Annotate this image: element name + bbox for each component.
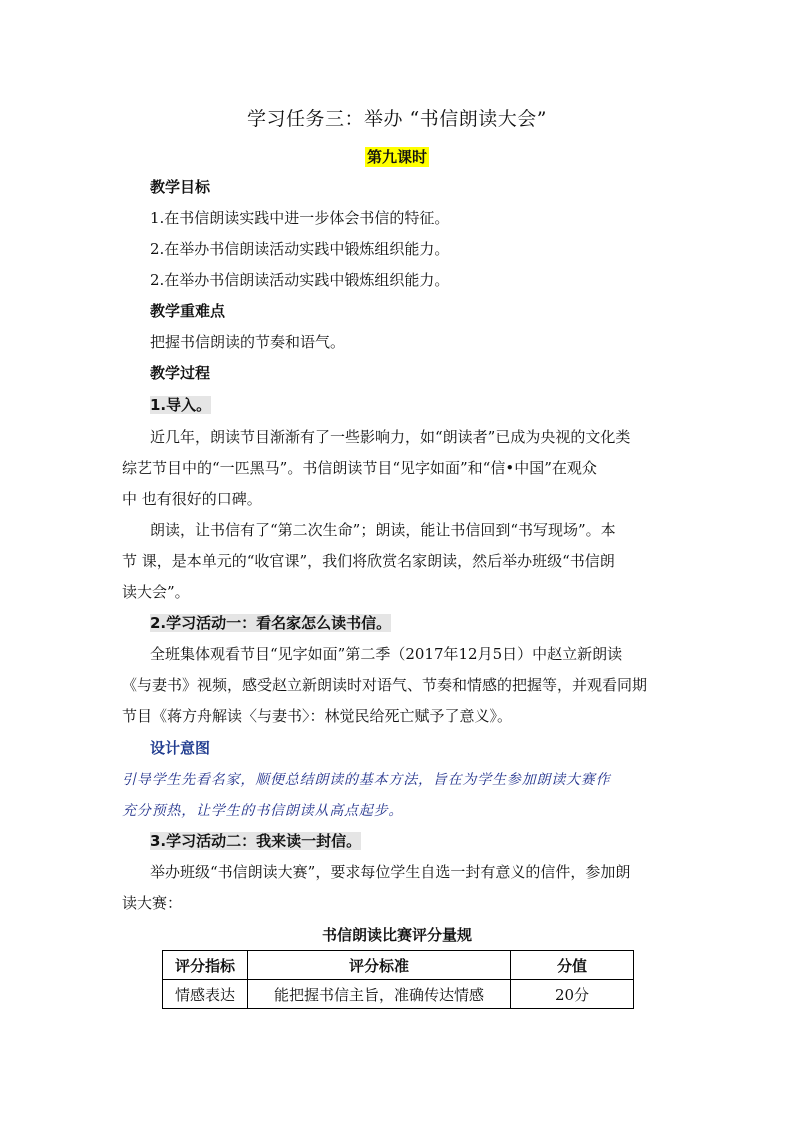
objective-item-3: 2.在举办书信朗读活动实践中锻炼组织能力。	[150, 271, 450, 289]
step3-line1: 举办班级“书信朗读大赛”，要求每位学生自选一封有意义的信件，参加朗	[150, 863, 631, 881]
design-intent-heading: 设计意图	[150, 739, 211, 757]
table-title: 书信朗读比赛评分量规	[321, 926, 472, 944]
step1-p1-line2: 综艺节目中的“一匹黑马”。书信朗读节目“见字如面”和“信•中国”在观众	[122, 459, 597, 477]
step1-p2-line3: 读大会”。	[122, 583, 190, 601]
table-header-cell: 分值	[511, 951, 634, 980]
table-cell: 20分	[511, 980, 634, 1009]
step2-line1: 全班集体观看节目“见字如面”第二季（2017年12月5日）中赵立新朗读	[150, 645, 623, 663]
step2-line2: 《与妻书》视频，感受赵立新朗读时对语气、节奏和情感的把握等，并观看同期	[122, 676, 648, 694]
design-intent-line1: 引导学生先看名家，顺便总结朗读的基本方法，旨在为学生参加朗读大赛作	[122, 772, 611, 788]
table-cell: 情感表达	[163, 980, 248, 1009]
step1-p1-line3: 中 也有很好的口碑。	[122, 490, 262, 508]
table-header-row	[163, 951, 634, 980]
objective-item-2: 2.在举办书信朗读活动实践中锻炼组织能力。	[150, 240, 450, 258]
process-heading: 教学过程	[150, 364, 211, 382]
document-title: 学习任务三：举办 “书信朗读大会”	[247, 108, 547, 130]
step1-p1-line1: 近几年，朗读节目渐渐有了一些影响力，如“朗读者”已成为央视的文化类	[150, 428, 631, 446]
objectives-heading: 教学目标	[150, 178, 211, 196]
step1-heading: 1.导入。	[150, 396, 212, 414]
objective-item-1: 1.在书信朗读实践中进一步体会书信的特征。	[150, 209, 450, 227]
key-points-text: 把握书信朗读的节奏和语气。	[150, 333, 346, 351]
scoring-rubric-table	[162, 950, 634, 1009]
lesson-highlight: 第九课时	[366, 148, 427, 166]
step3-line2: 读大赛：	[122, 894, 183, 912]
table-row	[163, 980, 634, 1009]
step1-heading-wrap	[150, 394, 690, 415]
step2-line3: 节目《蒋方舟解读〈与妻书〉：林觉民给死亡赋予了意义》。	[122, 707, 513, 725]
design-intent-line2: 充分预热，让学生的书信朗读从高点起步。	[122, 803, 404, 819]
step3-heading-wrap	[150, 830, 690, 851]
lesson-label	[0, 146, 794, 167]
step3-heading: 3.学习活动二：我来读一封信。	[150, 832, 362, 850]
step2-heading: 2.学习活动一：看名家怎么读书信。	[150, 614, 392, 632]
step2-heading-wrap	[150, 612, 690, 633]
table-header-cell: 评分标准	[248, 951, 511, 980]
key-points-heading: 教学重难点	[150, 302, 226, 320]
step1-p2-line2: 节 课，是本单元的“收官课”，我们将欣赏名家朗读，然后举办班级“书信朗	[122, 552, 615, 570]
table-cell: 能把握书信主旨，准确传达情感	[248, 980, 511, 1009]
table-header-cell: 评分指标	[163, 951, 248, 980]
step1-p2-line1: 朗读，让书信有了“第二次生命”；朗读，能让书信回到“书写现场”。本	[150, 521, 616, 539]
